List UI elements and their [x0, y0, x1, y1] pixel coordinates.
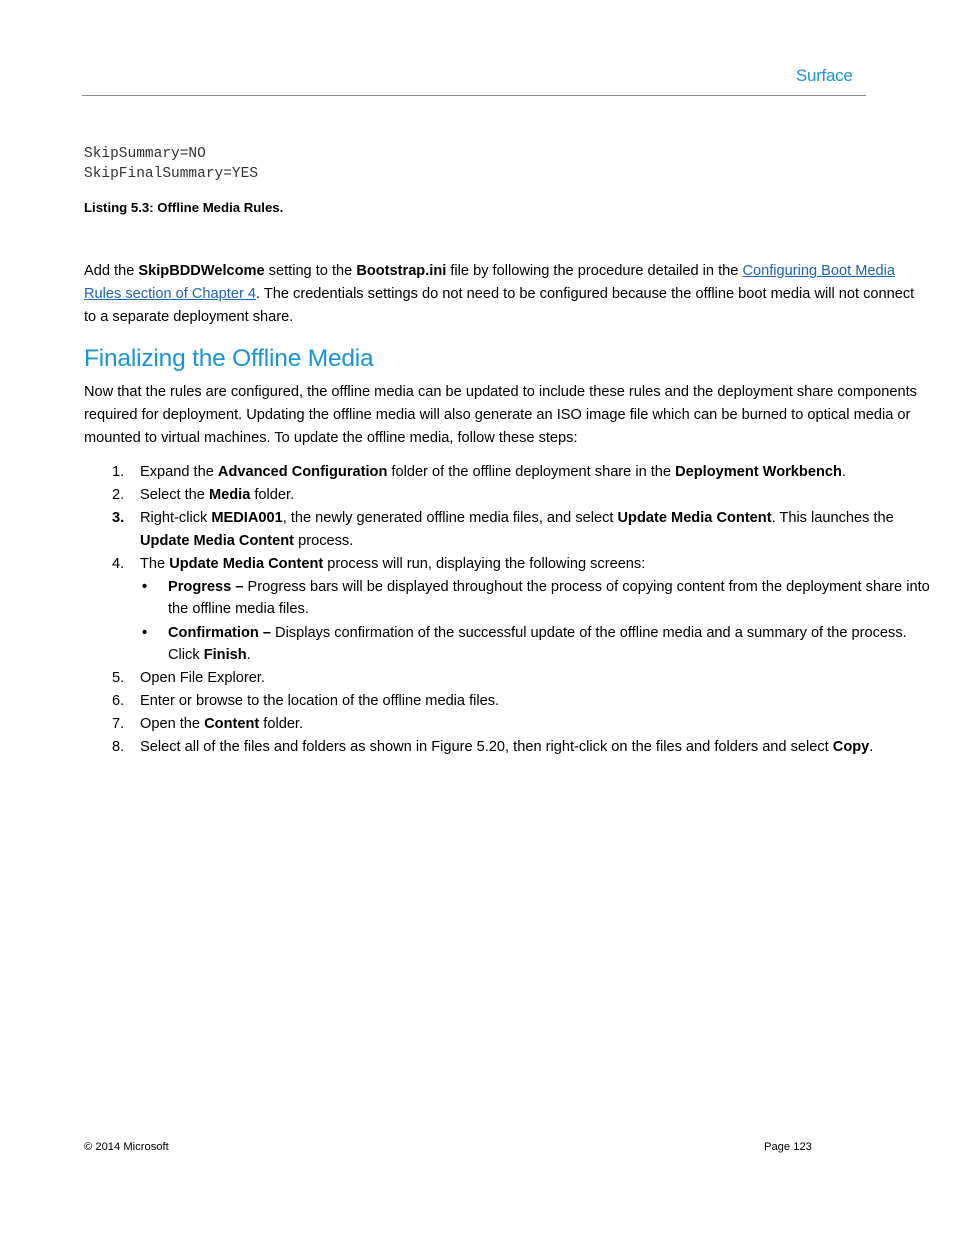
- text: Open the: [140, 716, 205, 732]
- text: Displays confirmation of the successful update of the offline media and a summary of the process. Click: [168, 625, 907, 663]
- step-number: 5.: [112, 670, 125, 686]
- text: , the newly generated offline media files, and select: [282, 510, 618, 526]
- text: Open File Explorer.: [140, 670, 265, 686]
- text: . This launches the: [771, 510, 894, 526]
- bold-text: Copy: [832, 739, 870, 755]
- code-line: SkipFinalSummary=YES: [84, 166, 259, 182]
- list-item: [0, 713, 940, 736]
- bullet-item: [140, 622, 940, 666]
- text: process.: [294, 533, 354, 549]
- bold-text: Content: [204, 716, 260, 732]
- text: The: [140, 556, 170, 572]
- list-item: [0, 667, 940, 690]
- code-line: SkipSummary=NO: [84, 146, 206, 162]
- step-number: 7.: [112, 716, 125, 732]
- footer-page-number: Page 123: [764, 1141, 812, 1153]
- bullet-list: [140, 576, 940, 666]
- text: folder of the offline deployment share in the: [387, 464, 676, 480]
- brand-logo-text: Surface: [796, 66, 853, 85]
- bold-text: Deployment Workbench: [675, 464, 842, 480]
- text: folder.: [259, 716, 304, 732]
- text: Right-click: [140, 510, 212, 526]
- list-item: [0, 484, 940, 507]
- step-number: 1.: [112, 464, 125, 480]
- bold-text: Update Media Content: [140, 533, 295, 549]
- step-number: 2.: [112, 487, 125, 503]
- list-item: [0, 507, 940, 553]
- code-listing: [84, 144, 258, 184]
- text: Progress bars will be displayed throughout the process of copying content from the deployment share into the offline media files.: [168, 579, 930, 617]
- list-item: [0, 461, 940, 484]
- text: process will run, displaying the following screens:: [323, 556, 646, 572]
- step-number: 8.: [112, 739, 125, 755]
- text: file by following the procedure detailed in the: [446, 263, 743, 279]
- text: setting to the: [264, 263, 357, 279]
- bold-text: Progress –: [168, 579, 244, 595]
- section-heading: Finalizing the Offline Media: [84, 345, 374, 372]
- text: folder.: [250, 487, 295, 503]
- list-item: [0, 736, 940, 759]
- paragraph-bootstrap: [84, 260, 930, 329]
- text: .: [841, 464, 846, 480]
- text: Select all of the files and folders as shown in Figure 5.20, then right-click on the files and folders and select: [140, 739, 833, 755]
- step-number: 3.: [112, 510, 125, 526]
- text: Expand the: [140, 464, 218, 480]
- bold-text: Advanced Configuration: [217, 464, 388, 480]
- step-number: 4.: [112, 556, 125, 572]
- chapter-4-link[interactable]: Configuring Boot Media Rules section of Chapter 4: [84, 263, 895, 302]
- footer-copyright: © 2014 Microsoft: [84, 1141, 169, 1153]
- text: . The credentials settings do not need to be configured because the offline boot media will not connect to a separate deployment share.: [84, 286, 915, 325]
- bold-text: Finish: [203, 647, 247, 663]
- header-divider: [82, 95, 866, 96]
- text: .: [246, 647, 251, 663]
- bold-text: Update Media Content: [617, 510, 772, 526]
- bold-text: Media: [208, 487, 251, 503]
- section-intro: Now that the rules are configured, the offline media can be updated to include these rules and the deployment share components required for deployment. Updating the offline media will also generate an ISO image file which can be burned to optical media or mounted to virtual machines. To update the offline media, follow these steps:: [84, 384, 917, 446]
- text: .: [869, 739, 874, 755]
- list-item: [0, 690, 940, 713]
- text: Select the: [140, 487, 209, 503]
- step-number: 6.: [112, 693, 125, 709]
- text: Enter or browse to the location of the offline media files.: [140, 693, 500, 709]
- bold-text: SkipBDDWelcome: [138, 263, 265, 279]
- bold-text: Bootstrap.ini: [356, 263, 447, 279]
- listing-caption: Listing 5.3: Offline Media Rules.: [84, 200, 284, 215]
- bold-text: Update Media Content: [169, 556, 324, 572]
- bold-text: Confirmation –: [168, 625, 271, 641]
- list-item: [0, 553, 940, 666]
- steps-list: [0, 461, 940, 759]
- bold-text: MEDIA001: [211, 510, 283, 526]
- bullet-item: [140, 576, 940, 620]
- bullet-icon: •: [142, 625, 148, 641]
- bullet-icon: •: [142, 579, 148, 595]
- text: Add the: [84, 263, 139, 279]
